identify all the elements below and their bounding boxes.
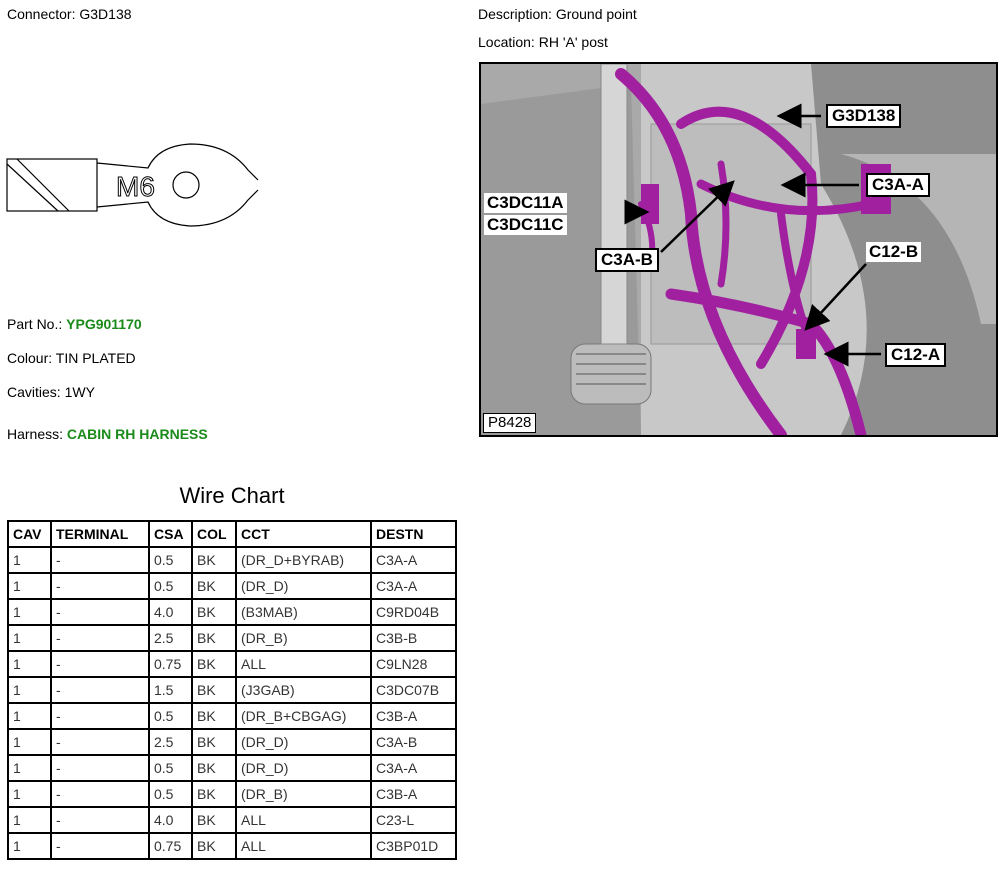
location-line: [478, 33, 608, 51]
cell-cav: 1: [8, 573, 51, 599]
cell-cav: 1: [8, 729, 51, 755]
cell-csa: 0.5: [149, 547, 192, 573]
cell-terminal: -: [51, 807, 149, 833]
cell-cav: 1: [8, 703, 51, 729]
cell-destn: C3DC07B: [371, 677, 456, 703]
cell-destn: C3A-A: [371, 755, 456, 781]
cell-col: BK: [192, 573, 236, 599]
cell-col: BK: [192, 833, 236, 859]
callout-c3a-a: C3A-A: [866, 173, 930, 197]
cell-col: BK: [192, 729, 236, 755]
cell-cct: (DR_B): [236, 625, 371, 651]
cell-destn: C3B-B: [371, 625, 456, 651]
cell-destn: C9RD04B: [371, 599, 456, 625]
cell-destn: C3BP01D: [371, 833, 456, 859]
cell-csa: 0.75: [149, 833, 192, 859]
colour-value: TIN PLATED: [55, 350, 136, 366]
cell-col: BK: [192, 807, 236, 833]
cell-cav: 1: [8, 755, 51, 781]
cell-col: BK: [192, 625, 236, 651]
cell-cav: 1: [8, 651, 51, 677]
callout-c3a-b: C3A-B: [595, 248, 659, 272]
cell-cct: ALL: [236, 807, 371, 833]
cell-cav: 1: [8, 807, 51, 833]
description-label: Description:: [478, 6, 552, 22]
cell-col: BK: [192, 677, 236, 703]
table-row: [8, 781, 456, 807]
cell-terminal: -: [51, 729, 149, 755]
cavities-line: [7, 383, 95, 401]
cell-terminal: -: [51, 599, 149, 625]
cell-cav: 1: [8, 781, 51, 807]
callout-c3dc11a: C3DC11A: [484, 193, 567, 213]
cell-csa: 0.5: [149, 573, 192, 599]
connector-value: G3D138: [79, 6, 132, 22]
harness-label: Harness:: [7, 426, 64, 442]
photo-id-label: P8428: [483, 413, 536, 433]
description-line: [478, 5, 637, 23]
location-value: RH 'A' post: [538, 34, 608, 50]
cell-cct: ALL: [236, 651, 371, 677]
cell-csa: 0.5: [149, 755, 192, 781]
header-csa: CSA: [149, 521, 192, 547]
table-row: [8, 703, 456, 729]
cell-cav: 1: [8, 599, 51, 625]
colour-label: Colour:: [7, 350, 53, 366]
cell-terminal: -: [51, 781, 149, 807]
cell-cct: (DR_D): [236, 755, 371, 781]
cell-cct: (B3MAB): [236, 599, 371, 625]
callout-c12-b: C12-B: [866, 242, 921, 262]
cavities-value: 1WY: [64, 384, 95, 400]
cell-csa: 4.0: [149, 807, 192, 833]
cell-cct: (DR_D+BYRAB): [236, 547, 371, 573]
cell-destn: C3A-A: [371, 547, 456, 573]
table-row: [8, 677, 456, 703]
table-row: [8, 547, 456, 573]
cell-destn: C9LN28: [371, 651, 456, 677]
cell-csa: 2.5: [149, 729, 192, 755]
part-number-line: [7, 315, 142, 333]
cell-cct: ALL: [236, 833, 371, 859]
wire-chart-header-row: [8, 521, 456, 547]
cell-terminal: -: [51, 651, 149, 677]
cell-csa: 0.5: [149, 781, 192, 807]
cell-csa: 0.5: [149, 703, 192, 729]
cell-destn: C23-L: [371, 807, 456, 833]
cell-destn: C3A-B: [371, 729, 456, 755]
cell-csa: 1.5: [149, 677, 192, 703]
table-row: [8, 625, 456, 651]
cell-destn: C3A-A: [371, 573, 456, 599]
connector-line: [7, 5, 132, 23]
harness-line: [7, 425, 208, 443]
cell-cct: (DR_B): [236, 781, 371, 807]
cell-col: BK: [192, 781, 236, 807]
cell-csa: 2.5: [149, 625, 192, 651]
table-row: [8, 729, 456, 755]
cell-cav: 1: [8, 677, 51, 703]
cell-terminal: -: [51, 755, 149, 781]
callout-c3dc11c: C3DC11C: [484, 215, 567, 235]
cell-cct: (DR_B+CBGAG): [236, 703, 371, 729]
table-row: [8, 651, 456, 677]
cell-terminal: -: [51, 573, 149, 599]
header-destn: DESTN: [371, 521, 456, 547]
colour-line: [7, 349, 136, 367]
cell-col: BK: [192, 651, 236, 677]
callout-g3d138: G3D138: [826, 104, 901, 128]
cell-csa: 0.75: [149, 651, 192, 677]
cell-col: BK: [192, 755, 236, 781]
cell-cct: (J3GAB): [236, 677, 371, 703]
cell-destn: C3B-A: [371, 781, 456, 807]
part-number-label: Part No.:: [7, 316, 63, 332]
header-col: COL: [192, 521, 236, 547]
cell-terminal: -: [51, 547, 149, 573]
table-row: [8, 807, 456, 833]
cell-terminal: -: [51, 703, 149, 729]
cell-cct: (DR_D): [236, 729, 371, 755]
cell-col: BK: [192, 703, 236, 729]
wire-chart-title: Wire Chart: [179, 483, 285, 508]
cavities-label: Cavities:: [7, 384, 61, 400]
wire-chart-table: [7, 520, 457, 860]
location-label: Location:: [478, 34, 535, 50]
part-number-link[interactable]: YPG901170: [66, 316, 142, 332]
cell-col: BK: [192, 547, 236, 573]
wire-chart-body: [8, 547, 456, 859]
table-row: [8, 833, 456, 859]
harness-link[interactable]: CABIN RH HARNESS: [66, 426, 208, 442]
description-value: Ground point: [555, 6, 637, 22]
header-cct: CCT: [236, 521, 371, 547]
cell-terminal: -: [51, 677, 149, 703]
cell-col: BK: [192, 599, 236, 625]
table-row: [8, 755, 456, 781]
cell-destn: C3B-A: [371, 703, 456, 729]
cell-terminal: -: [51, 625, 149, 651]
cell-cav: 1: [8, 833, 51, 859]
callout-c12-a: C12-A: [885, 343, 946, 367]
terminal-size-label: M6: [116, 171, 155, 202]
table-row: [8, 573, 456, 599]
cell-cct: (DR_D): [236, 573, 371, 599]
table-row: [8, 599, 456, 625]
cell-cav: 1: [8, 625, 51, 651]
location-photo: [479, 62, 998, 437]
header-cav: CAV: [8, 521, 51, 547]
ring-terminal-drawing: [0, 140, 270, 240]
cell-csa: 4.0: [149, 599, 192, 625]
cell-cav: 1: [8, 547, 51, 573]
connector-label: Connector:: [7, 6, 76, 22]
header-terminal: TERMINAL: [51, 521, 149, 547]
cell-terminal: -: [51, 833, 149, 859]
